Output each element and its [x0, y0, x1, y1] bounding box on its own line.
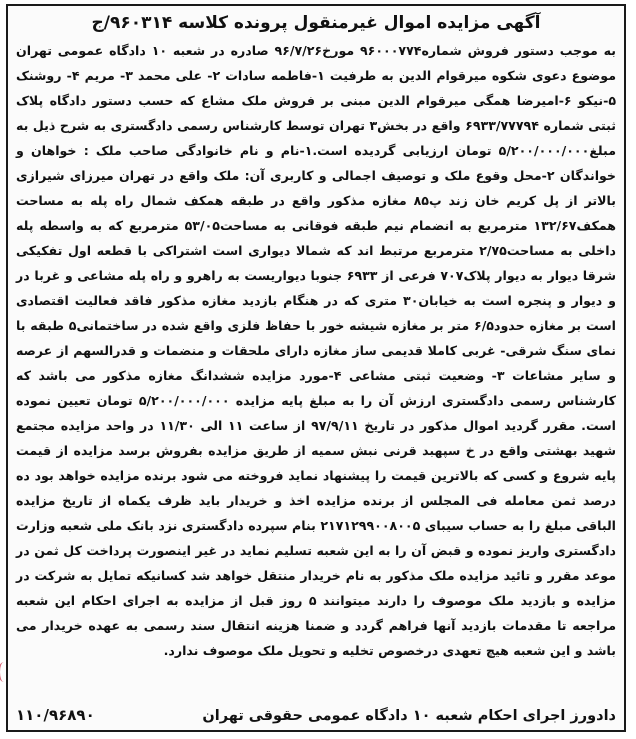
auction-notice: [6, 4, 626, 732]
notice-body: [16, 38, 616, 663]
issuer-signature: دادورز اجرای احکام شعبه ۱۰ دادگاه عمومی حقوقی تهران: [202, 708, 616, 724]
reference-number: ۱۱۰/۹۶۸۹۰: [16, 706, 95, 724]
notice-title: آگهی مزایده اموال غیرمنقول پرونده کلاسه ۹۶۰۳۱۴/ج: [91, 13, 541, 33]
notice-footer: [16, 706, 616, 724]
notice-paragraph: به موجب دستور فروش شماره۹۶۰۰۰۷۷۴ مورخ۹۶/۷/۲۶ صادره در شعبه ۱۰ دادگاه عمومی تهران موضوع دعوی شکوه میرقوام الدین به طرفیت ۱-فاطمه سادات ۲- علی محمد ۳- مریم ۴- روشنک ۵-نیکو ۶-امیرضا همگی میرقوام الدین مبنی بر فروش ملک مشاع که حسب دستور دادگاه پلاک ثبتی شماره ۶۹۳۳/۷۷۷۹۴ واقع در بخش۳ تهران توسط کارشناس رسمی دادگستری به شرح ذیل به مبلغ۵/۲۰۰/۰۰۰/۰۰۰ تومان ارزیابی گردیده است.۱-نام و نام خانوادگی صاحب ملک : خواهان و خواندگان ۲-محل وقوع ملک و توصیف اجمالی و کاربری آن: ملک واقع در تهران میرزای شیرازی بالاتر از پل کریم خان زند پ۸۵ مغازه مذکور واقع در طبقه همکف شمال راه پله به مساحت همکف۱۳۲/۶۷ مترمربع به انضمام نیم طبقه فوقانی به مساحت۵۳/۰۵ مترمربع که به واسطه پله داخلی به مساحت۲/۷۵ مترمربع مرتبط اند که شمالا دیواری است اشتراکی با قطعه اول تفکیکی شرقا دیوار به دیوار پلاک۷۰۷ فرعی از ۶۹۳۳ جنوبا دیواریست به راهرو و راه پله مشاعی و غربا در و دیوار و پنجره است به خیابان۳۰ متری که در هنگام بازدید مغازه مذکور فاقد فعالیت اقتصادی است بر مغازه حدود۶/۵ متر بر مغازه شیشه خور با حفاظ فلزی واقع شده در ساختمانی۵ طبقه با نمای سنگ شرقی- غربی کاملا قدیمی ساز مغازه دارای ملحقات و منضمات و قدرالسهم از عرصه و سایر مشاعات ۳- وضعیت ثبتی مشاعی ۴-مورد مزایده ششدانگ مغازه مذکور می باشد که کارشناس رسمی دادگستری ارزش آن را به مبلغ پایه مزایده ۵/۲۰۰/۰۰۰/۰۰۰ تومان تعیین نموده است. مقرر گردید اموال مذکور در تاریخ ۹۷/۹/۱۱ از ساعت ۱۱ الی ۱۱/۳۰ در واحد مزایده مجتمع شهید بهشتی واقع در خ سپهبد قرنی نبش سمیه از طریق مزایده بفروش برسد مزایده از قیمت پایه شروع و کسی که بالاترین قیمت را پیشنهاد نماید فروخته می شود برنده مزایده خواهد بود ده درصد ثمن معامله فی المجلس از برنده مزایده اخذ و خریدار باید ظرف یکماه از تاریخ مزایده الباقی مبلغ را به حساب سیبای ۲۱۷۱۲۹۹۰۰۸۰۰۵ بنام سپرده دادگستری نزد بانک ملی شعبه وزارت دادگستری واریز نموده و قبض آن را به این شعبه تسلیم نماید در غیر اینصورت پرداخت کل ثمن در موعد مقرر و تائید مزایده ملک مذکور به نام خریدار منتقل خواهد شد کسانیکه تمایل به شرکت در مزایده و بازدید ملک موصوف را دارند میتوانند ۵ روز قبل از مزایده به اجرای احکام این شعبه مراجعه تا مقدمات بازدید آنها فراهم گردد و ضمنا هزینه انتقال سند رسمی به عهده خریدار می باشد و این شعبه هیچ تعهدی درخصوص تخلیه و تحویل ملک موصوف ندارد.: [16, 43, 617, 658]
